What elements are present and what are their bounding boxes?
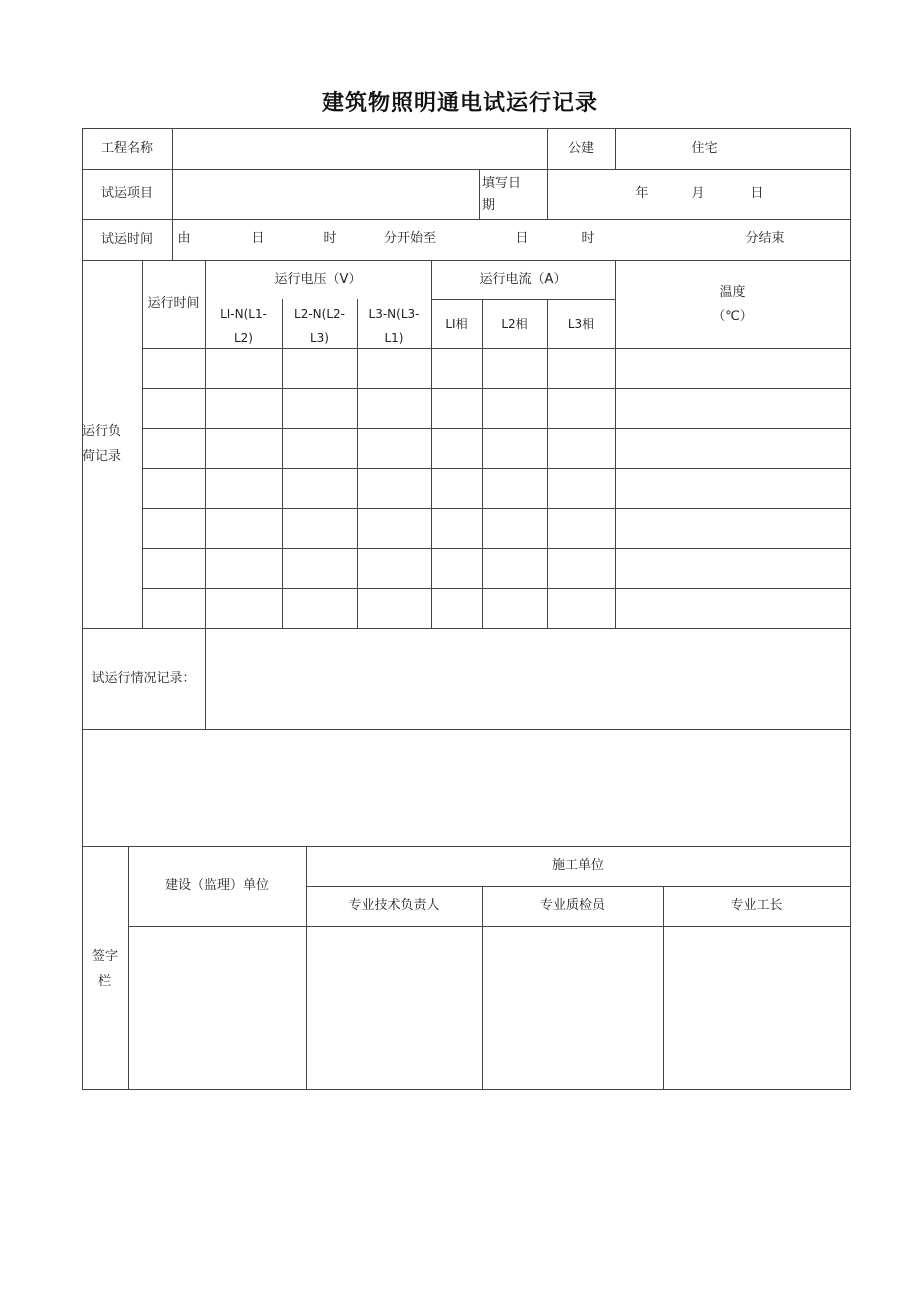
foreman-header: 专业工长 — [730, 898, 783, 913]
time-hour-2: 时 — [581, 231, 595, 246]
date-month: 月 — [691, 186, 705, 201]
owner-signature-field[interactable] — [129, 927, 306, 1089]
current-l2: L2相 — [501, 316, 528, 331]
tech-lead-header: 专业技术负责人 — [348, 898, 440, 913]
record-form — [82, 128, 851, 1090]
qc-signature-field[interactable] — [483, 927, 663, 1089]
time-end: 分结束 — [745, 231, 785, 246]
residential-option[interactable]: 住宅 — [691, 140, 718, 156]
date-year: 年 — [635, 186, 649, 201]
load-record-label: 运行负 — [82, 424, 122, 439]
time-from: 由 — [177, 231, 191, 246]
current-l1: LI相 — [445, 316, 468, 331]
trial-item-label: 试运项目 — [100, 186, 153, 201]
project-name-label: 工程名称 — [100, 140, 153, 156]
situation-label: 试运行情况记录： — [91, 670, 196, 686]
signature-label: 签字 — [91, 949, 118, 964]
page-title: 建筑物照明通电试运行记录 — [321, 91, 598, 116]
voltage-l2n-line1: L2-N(L2- — [294, 307, 345, 321]
voltage-l3n-line1: L3-N(L3- — [368, 307, 420, 321]
temperature-unit: （℃） — [712, 309, 753, 324]
current-header: 运行电流（A） — [479, 271, 567, 287]
voltage-l1n-line2: L2) — [233, 331, 253, 345]
trial-time-label: 试运时间 — [100, 231, 153, 247]
situation-continued-area[interactable] — [83, 730, 850, 846]
time-start-to: 分开始至 — [383, 231, 436, 246]
tech-lead-signature-field[interactable] — [307, 927, 482, 1089]
project-name-field[interactable] — [173, 129, 547, 169]
trial-item-field[interactable] — [173, 170, 479, 219]
qc-header: 专业质检员 — [539, 898, 605, 913]
voltage-l2n-line2: L3) — [309, 331, 329, 345]
fill-date-label-2: 期 — [482, 198, 496, 213]
fill-date-label: 填写日 — [482, 176, 522, 191]
voltage-header: 运行电压（V） — [274, 271, 362, 287]
run-time-header: 运行时间 — [147, 296, 200, 311]
signature-label-2: 栏 — [98, 974, 112, 989]
current-l3: L3相 — [567, 316, 595, 331]
voltage-l3n-line2: L1) — [384, 331, 404, 345]
time-day-2: 日 — [515, 231, 529, 246]
situation-field[interactable] — [206, 629, 850, 729]
time-day-1: 日 — [251, 231, 265, 246]
foreman-signature-field[interactable] — [664, 927, 850, 1089]
voltage-l1n-line1: LI-N(L1- — [220, 307, 267, 321]
public-building-option[interactable]: 公建 — [567, 140, 594, 156]
time-hour-1: 时 — [323, 231, 337, 246]
date-day: 日 — [750, 186, 764, 201]
contractor-header: 施工单位 — [551, 858, 604, 873]
load-record-label-2: 荷记录 — [82, 449, 122, 464]
owner-header: 建设（监理）单位 — [164, 878, 269, 893]
temperature-header: 温度 — [719, 285, 746, 300]
